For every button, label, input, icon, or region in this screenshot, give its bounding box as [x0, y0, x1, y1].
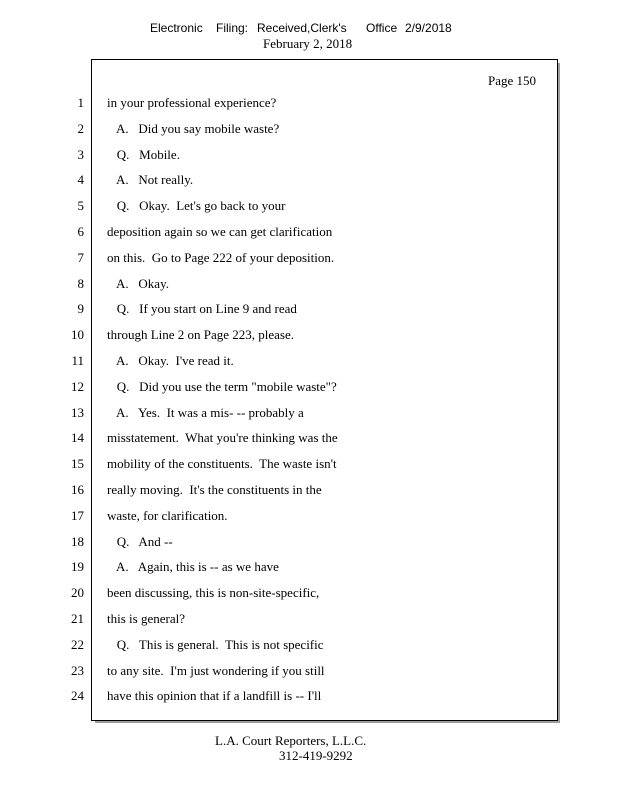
line-number: 7	[77, 250, 84, 265]
line-number: 24	[71, 688, 84, 703]
line-number: 8	[77, 276, 84, 291]
filing-stamp-word: Electronic	[150, 21, 203, 35]
transcript-line: waste, for clarification.	[107, 508, 228, 523]
line-number: 3	[77, 147, 84, 162]
line-number: 9	[77, 301, 84, 316]
filing-date: February 2, 2018	[263, 36, 353, 51]
transcript-line: through Line 2 on Page 223, please.	[107, 327, 295, 342]
filing-stamp-date: 2/9/2018	[405, 21, 452, 35]
line-number: 4	[77, 172, 84, 187]
transcript-line: Q. Mobile.	[107, 147, 180, 162]
transcript-line: A. Okay. I've read it.	[107, 353, 234, 368]
line-number: 21	[71, 611, 84, 626]
line-number: 14	[71, 430, 84, 445]
transcript-line: this is general?	[107, 611, 185, 626]
transcript-line: on this. Go to Page 222 of your deposition.	[107, 250, 335, 265]
reporter-phone: 312-419-9292	[279, 748, 353, 763]
transcript-line: Q. And --	[107, 534, 173, 549]
transcript-line: in your professional experience?	[107, 95, 277, 110]
transcript-line: Q. If you start on Line 9 and read	[107, 301, 297, 316]
transcript-line: been discussing, this is non-site-specific,	[107, 585, 320, 600]
line-number: 20	[71, 585, 84, 600]
transcript-line: A. Yes. It was a mis- -- probably a	[107, 405, 304, 420]
transcript-line: really moving. It's the constituents in the	[107, 482, 322, 497]
transcript-line: mobility of the constituents. The waste isn't	[107, 456, 337, 471]
line-number: 19	[71, 559, 84, 574]
transcript-line: A. Did you say mobile waste?	[107, 121, 280, 136]
transcript-line: A. Again, this is -- as we have	[107, 559, 279, 574]
transcript-line: misstatement. What you're thinking was the	[107, 430, 338, 445]
line-number: 2	[77, 121, 84, 136]
line-number: 5	[77, 198, 84, 213]
line-number: 12	[71, 379, 84, 394]
transcript-line: Q. Okay. Let's go back to your	[107, 198, 286, 213]
line-number: 23	[71, 663, 84, 678]
transcript-line: A. Not really.	[107, 172, 194, 187]
transcript-line: A. Okay.	[107, 276, 169, 291]
filing-stamp-word: Received,Clerk's	[257, 21, 347, 35]
line-number: 15	[71, 456, 84, 471]
page-number: Page 150	[488, 73, 537, 88]
line-number: 16	[71, 482, 84, 497]
transcript-line: deposition again so we can get clarification	[107, 224, 333, 239]
reporter-company: L.A. Court Reporters, L.L.C.	[215, 733, 367, 748]
line-number: 17	[71, 508, 84, 523]
filing-stamp-word: Office	[366, 21, 398, 35]
transcript-line: Q. Did you use the term "mobile waste"?	[107, 379, 337, 394]
line-number: 22	[71, 637, 84, 652]
transcript-line: have this opinion that if a landfill is -- I'll	[107, 688, 322, 703]
line-number: 6	[77, 224, 84, 239]
line-number: 18	[71, 534, 84, 549]
transcript-line: Q. This is general. This is not specific	[107, 637, 324, 652]
line-number: 11	[71, 353, 84, 368]
transcript-line: to any site. I'm just wondering if you still	[107, 663, 325, 678]
line-number: 1	[77, 95, 84, 110]
line-number: 10	[71, 327, 84, 342]
filing-stamp-word: Filing:	[216, 21, 249, 35]
line-number: 13	[71, 405, 84, 420]
